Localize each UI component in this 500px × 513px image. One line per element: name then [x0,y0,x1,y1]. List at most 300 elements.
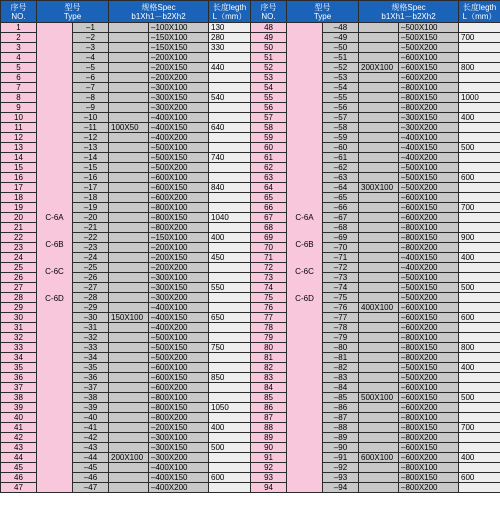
row-number: 16 [1,173,37,183]
spec-reduce: –600X150 [149,373,209,383]
spec-base [359,383,399,393]
row-number: 28 [1,293,37,303]
spec-reduce: –500X100 [399,273,459,283]
type-label: C-6C [295,267,314,276]
length-value: 900 [459,233,500,243]
table-row [1,213,500,223]
row-number: 24 [1,253,37,263]
row-number: 7 [1,83,37,93]
spec-reduce: –300X150 [399,113,459,123]
row-number: 91 [251,453,287,463]
spec-base [109,413,149,423]
spec-reduce: –800X200 [399,353,459,363]
length-value: 400 [459,113,500,123]
length-value: 640 [209,123,251,133]
type-code: –61 [323,153,359,163]
type-label: C-6C [45,267,64,276]
spec-reduce: –600X200 [399,403,459,413]
spec-base [359,433,399,443]
length-value: 1000 [459,93,500,103]
row-number: 90 [251,443,287,453]
table-row [1,253,500,263]
length-value [459,133,500,143]
length-value [459,23,500,33]
spec-reduce: –600X150 [399,63,459,73]
type-code: –1 [73,23,109,33]
table-row [1,443,500,453]
type-code: –6 [73,73,109,83]
table-row [1,303,500,313]
row-number: 32 [1,333,37,343]
type-code: –92 [323,463,359,473]
spec-base [109,113,149,123]
type-group-right [287,23,323,493]
length-value: 700 [459,203,500,213]
spec-reduce: –800X200 [399,433,459,443]
type-code: –24 [73,253,109,263]
row-number: 41 [1,423,37,433]
table-row [1,463,500,473]
spec-base [359,173,399,183]
spec-base [359,313,399,323]
type-code: –53 [323,73,359,83]
spec-base [359,73,399,83]
table-row [1,183,500,193]
type-code: –4 [73,53,109,63]
row-number: 51 [251,53,287,63]
type-code: –14 [73,153,109,163]
row-number: 74 [251,283,287,293]
row-number: 9 [1,103,37,113]
row-number: 85 [251,393,287,403]
table-row [1,263,500,273]
spec-reduce: –200X150 [149,253,209,263]
row-number: 21 [1,223,37,233]
type-code: –38 [73,393,109,403]
spec-reduce: –600X150 [399,393,459,403]
row-number: 69 [251,233,287,243]
type-code: –54 [323,83,359,93]
length-value [459,303,500,313]
length-value [209,103,251,113]
spec-reduce: –200X200 [149,263,209,273]
length-value: 540 [209,93,251,103]
length-value [209,203,251,213]
row-number: 3 [1,43,37,53]
spec-reduce: –300X100 [149,273,209,283]
length-value [209,383,251,393]
spec-reduce: –400X150 [399,253,459,263]
spec-base [359,253,399,263]
type-code: –12 [73,133,109,143]
row-number: 39 [1,403,37,413]
length-value [209,73,251,83]
spec-reduce: –300X150 [149,283,209,293]
spec-reduce: –800X200 [399,243,459,253]
length-value [209,163,251,173]
length-value [459,463,500,473]
type-code: –50 [323,43,359,53]
spec-base [109,213,149,223]
spec-reduce: –800X150 [399,233,459,243]
spec-reduce: –400X150 [149,123,209,133]
length-value [209,363,251,373]
length-value [209,453,251,463]
type-code: –28 [73,293,109,303]
type-code: –75 [323,293,359,303]
row-number: 58 [251,123,287,133]
spec-base [359,33,399,43]
table-row [1,343,500,353]
length-value [459,353,500,363]
type-code: –72 [323,263,359,273]
row-number: 71 [251,253,287,263]
row-number: 4 [1,53,37,63]
type-code: –46 [73,473,109,483]
row-number: 35 [1,363,37,373]
length-value [459,413,500,423]
row-number: 52 [251,63,287,73]
table-row [1,393,500,403]
type-code: –23 [73,243,109,253]
spec-reduce: –600X200 [149,193,209,203]
spec-base [109,273,149,283]
spec-reduce: –800X100 [149,393,209,403]
row-number: 14 [1,153,37,163]
table-row [1,203,500,213]
length-value: 440 [209,63,251,73]
length-value: 400 [459,453,500,463]
spec-base [359,93,399,103]
spec-base [359,373,399,383]
type-code: –76 [323,303,359,313]
type-label: C-6D [295,294,314,303]
spec-base [359,43,399,53]
spec-reduce: –600X200 [399,453,459,463]
spec-base [359,423,399,433]
spec-reduce: –150X100 [149,233,209,243]
length-value [209,333,251,343]
type-code: –48 [323,23,359,33]
spec-base [359,53,399,63]
row-number: 12 [1,133,37,143]
type-code: –59 [323,133,359,143]
spec-reduce: –500X200 [149,353,209,363]
row-number: 30 [1,313,37,323]
table-row [1,233,500,243]
spec-base: 200X100 [359,63,399,73]
length-value [459,293,500,303]
length-value [459,373,500,383]
table-row [1,403,500,413]
spec-base [109,193,149,203]
type-code: –40 [73,413,109,423]
spec-reduce: –800X150 [399,423,459,433]
row-number: 77 [251,313,287,323]
length-value [209,263,251,273]
length-value: 280 [209,33,251,43]
row-number: 27 [1,283,37,293]
spec-base [109,263,149,273]
length-value [209,303,251,313]
table-row [1,363,500,373]
spec-reduce: –500X100 [149,333,209,343]
length-value [209,483,251,493]
length-value [459,243,500,253]
table-row [1,53,500,63]
length-value: 500 [459,393,500,403]
row-number: 64 [251,183,287,193]
spec-base [109,353,149,363]
length-value: 500 [459,283,500,293]
row-number: 81 [251,353,287,363]
length-value [459,123,500,133]
row-number: 83 [251,373,287,383]
length-value [209,223,251,233]
type-code: –11 [73,123,109,133]
type-code: –64 [323,183,359,193]
row-number: 42 [1,433,37,443]
spec-base [359,473,399,483]
spec-base [109,133,149,143]
row-number: 1 [1,23,37,33]
type-code: –55 [323,93,359,103]
type-code: –42 [73,433,109,443]
spec-base [109,323,149,333]
type-code: –3 [73,43,109,53]
length-value [459,163,500,173]
spec-reduce: –300X100 [149,433,209,443]
type-code: –65 [323,193,359,203]
row-number: 78 [251,323,287,333]
spec-base [359,103,399,113]
type-code: –74 [323,283,359,293]
row-number: 86 [251,403,287,413]
header-type-right: 型号 Type [287,1,359,23]
spec-reduce: –800X150 [399,473,459,483]
length-value: 600 [209,473,251,483]
table-row [1,83,500,93]
spec-reduce: –400X150 [149,473,209,483]
spec-base [359,483,399,493]
header-spec-right: 规格Spec b1Xh1－b2Xh2 [359,1,459,23]
type-code: –33 [73,343,109,353]
spec-base [109,93,149,103]
row-number: 6 [1,73,37,83]
spec-reduce: –200X100 [149,53,209,63]
spec-reduce: –500X150 [399,363,459,373]
spec-base: 100X50 [109,123,149,133]
spec-reduce: –800X150 [149,213,209,223]
table-row [1,33,500,43]
table-row [1,93,500,103]
table-row [1,243,500,253]
length-value [209,273,251,283]
spec-reduce: –600X100 [399,53,459,63]
header-type-left: 型号 Type [37,1,109,23]
table-row [1,353,500,363]
length-value [459,193,500,203]
spec-reduce: –300X200 [149,293,209,303]
spec-reduce: –400X100 [149,303,209,313]
type-code: –69 [323,233,359,243]
row-number: 56 [251,103,287,113]
spec-reduce: –600X150 [399,313,459,323]
type-code: –60 [323,143,359,153]
spec-reduce: –400X100 [149,113,209,123]
type-code: –47 [73,483,109,493]
row-number: 79 [251,333,287,343]
spec-base [109,433,149,443]
length-value: 550 [209,283,251,293]
length-value: 650 [209,313,251,323]
table-row [1,113,500,123]
spec-reduce: –600X200 [149,383,209,393]
length-value: 600 [459,473,500,483]
row-number: 31 [1,323,37,333]
spec-base [109,203,149,213]
type-code: –73 [323,273,359,283]
spec-base [109,53,149,63]
spec-base [109,173,149,183]
row-number: 22 [1,233,37,243]
type-code: –43 [73,443,109,453]
length-value: 130 [209,23,251,33]
type-code: –9 [73,103,109,113]
type-label: C-6B [295,240,314,249]
row-number: 84 [251,383,287,393]
type-code: –26 [73,273,109,283]
length-value [209,353,251,363]
row-number: 8 [1,93,37,103]
length-value [209,463,251,473]
type-code: –78 [323,323,359,333]
length-value [459,383,500,393]
row-number: 61 [251,153,287,163]
spec-reduce: –300X150 [149,443,209,453]
length-value: 1050 [209,403,251,413]
spec-base [359,403,399,413]
length-value [459,443,500,453]
row-number: 34 [1,353,37,363]
row-number: 45 [1,463,37,473]
length-value: 850 [209,373,251,383]
length-value: 600 [459,313,500,323]
length-value: 750 [209,343,251,353]
spec-base [359,123,399,133]
length-value: 700 [459,423,500,433]
type-code: –58 [323,123,359,133]
row-number: 11 [1,123,37,133]
spec-base: 200X100 [109,453,149,463]
row-number: 23 [1,243,37,253]
row-number: 40 [1,413,37,423]
row-number: 68 [251,223,287,233]
row-number: 33 [1,343,37,353]
spec-base [109,253,149,263]
spec-base [359,243,399,253]
length-value: 800 [459,343,500,353]
spec-reduce: –500X150 [149,153,209,163]
row-number: 47 [1,483,37,493]
spec-reduce: –800X100 [399,413,459,423]
type-code: –16 [73,173,109,183]
spec-reduce: –500X150 [399,173,459,183]
table-row [1,103,500,113]
spec-reduce: –800X200 [149,413,209,423]
table-row [1,373,500,383]
row-number: 48 [251,23,287,33]
row-number: 57 [251,113,287,123]
spec-reduce: –800X150 [149,403,209,413]
table-row [1,273,500,283]
type-code: –22 [73,233,109,243]
length-value [209,433,251,443]
spec-base [359,223,399,233]
length-value: 400 [459,363,500,373]
spec-base [109,63,149,73]
header-spec-left: 规格Spec b1Xh1－b2Xh2 [109,1,209,23]
spec-base [109,333,149,343]
spec-reduce: –500X100 [399,23,459,33]
row-number: 15 [1,163,37,173]
row-number: 43 [1,443,37,453]
table-row [1,193,500,203]
spec-reduce: –500X200 [399,43,459,53]
spec-reduce: –800X200 [149,223,209,233]
length-value [459,223,500,233]
spec-base [359,23,399,33]
spec-base [359,293,399,303]
spec-base [359,113,399,123]
spec-reduce: –500X150 [399,283,459,293]
spec-reduce: –400X150 [149,313,209,323]
spec-base [109,183,149,193]
row-number: 19 [1,203,37,213]
spec-reduce: –200X150 [149,63,209,73]
table-row [1,123,500,133]
type-code: –37 [73,383,109,393]
row-number: 92 [251,463,287,473]
length-value [459,183,500,193]
spec-reduce: –600X150 [399,203,459,213]
length-value [459,83,500,93]
row-number: 87 [251,413,287,423]
table-row [1,283,500,293]
spec-reduce: –400X100 [149,463,209,473]
table-row [1,223,500,233]
row-number: 80 [251,343,287,353]
spec-reduce: –400X200 [149,483,209,493]
spec-reduce: –200X100 [149,243,209,253]
length-value [459,273,500,283]
spec-base [109,283,149,293]
table-row [1,73,500,83]
spec-reduce: –500X100 [149,143,209,153]
spec-base [359,133,399,143]
spec-reduce: –400X100 [399,133,459,143]
type-code: –10 [73,113,109,123]
spec-reduce: –800X200 [399,483,459,493]
spec-reduce: –150X100 [149,33,209,43]
spec-base [359,443,399,453]
type-code: –84 [323,383,359,393]
type-label: C-6A [45,213,64,222]
spec-base [359,413,399,423]
spec-reduce: –400X200 [149,133,209,143]
spec-base [359,233,399,243]
spec-base [109,233,149,243]
